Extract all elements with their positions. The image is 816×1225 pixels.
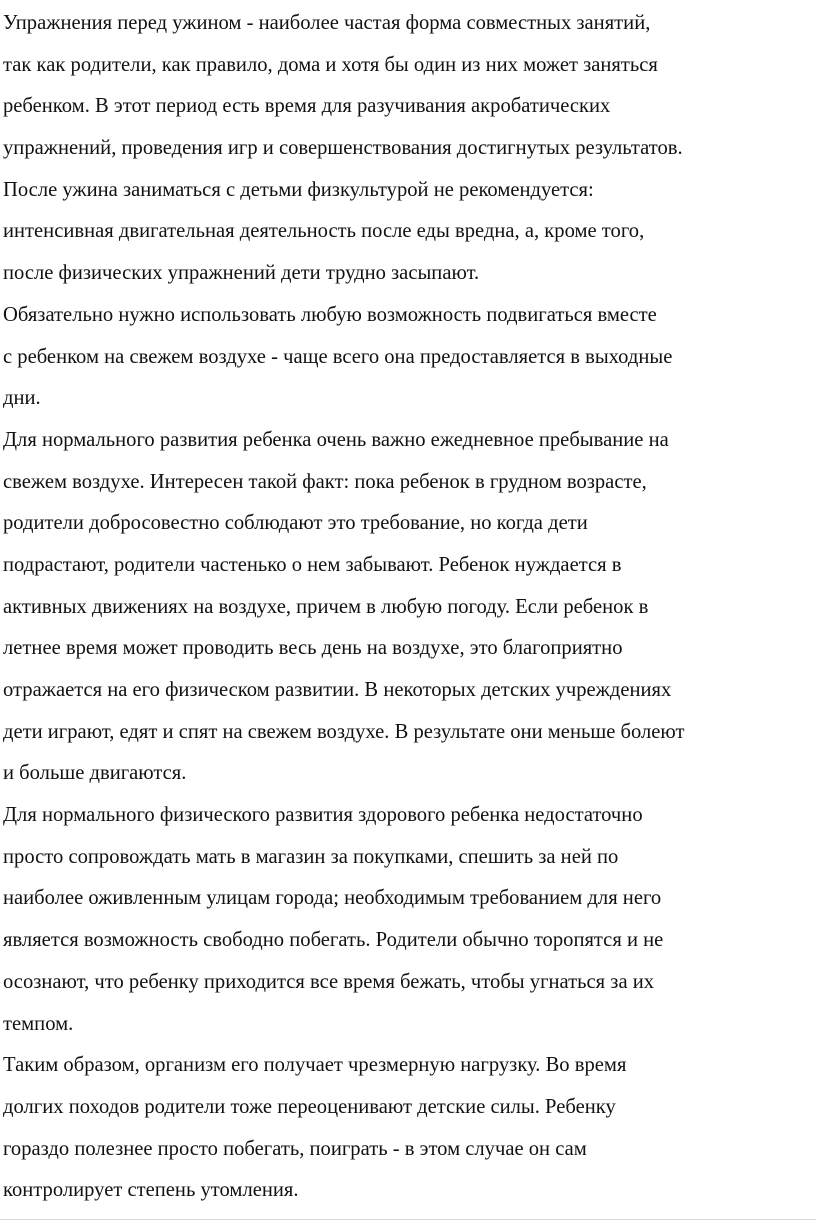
text-line: с ребенком на свежем воздухе - чаще всего она предоставляется в выходные bbox=[3, 345, 673, 368]
text-line: свежем воздухе. Интересен такой факт: пока ребенок в грудном возрасте, bbox=[3, 470, 647, 493]
text-line: долгих походов родители тоже переоценивают детские силы. Ребенку bbox=[3, 1095, 616, 1118]
text-line: контролирует степень утомления. bbox=[3, 1179, 299, 1202]
text-line: дети играют, едят и спят на свежем воздухе. В результате они меньше болеют bbox=[3, 720, 685, 743]
text-line: и больше двигаются. bbox=[3, 762, 187, 785]
text-line: так как родители, как правило, дома и хотя бы один из них может заняться bbox=[3, 53, 658, 76]
text-line: Для нормального развития ребенка очень важно ежедневное пребывание на bbox=[3, 428, 669, 451]
paragraph bbox=[3, 795, 815, 1045]
text-line: просто сопровождать мать в магазин за покупками, спешить за ней по bbox=[3, 845, 619, 868]
text-line: отражается на его физическом развитии. В некоторых детских учреждениях bbox=[3, 679, 672, 701]
text-line: после физических упражнений дети трудно засыпают. bbox=[3, 262, 480, 285]
text-line: Упражнения перед ужином - наиболее частая форма совместных занятий, bbox=[3, 12, 651, 34]
document-body bbox=[3, 3, 815, 1212]
text-line: Для нормального физического развития здорового ребенка недостаточно bbox=[3, 804, 643, 827]
text-line: упражнений, проведения игр и совершенствования достигнутых результатов. bbox=[3, 137, 683, 160]
text-line: подрастают, родители частенько о нем забывают. Ребенок нуждается в bbox=[3, 553, 622, 576]
text-line: Обязательно нужно использовать любую возможность подвигаться вместе bbox=[3, 303, 657, 326]
text-line: осознают, что ребенку приходится все время бежать, чтобы угнаться за их bbox=[3, 970, 655, 993]
text-line: темпом. bbox=[3, 1012, 74, 1035]
text-line: интенсивная двигательная деятельность после еды вредна, а, кроме того, bbox=[3, 220, 645, 243]
page-bottom-divider bbox=[0, 1219, 816, 1220]
text-line: гораздо полезнее просто побегать, поиграть - в этом случае он сам bbox=[3, 1137, 587, 1160]
text-line: После ужина заниматься с детьми физкультурой не рекомендуется: bbox=[3, 178, 594, 201]
paragraph bbox=[3, 3, 815, 295]
text-line: родители добросовестно соблюдают это требование, но когда дети bbox=[3, 512, 588, 535]
text-line: Таким образом, организм его получает чрезмерную нагрузку. Во время bbox=[3, 1054, 627, 1077]
paragraph bbox=[3, 295, 815, 420]
paragraph bbox=[3, 420, 815, 795]
text-line: ребенком. В этот период есть время для разучивания акробатических bbox=[3, 95, 611, 118]
text-line: наиболее оживленным улицам города; необходимым требованием для него bbox=[3, 887, 662, 910]
text-line: летнее время может проводить весь день на воздухе, это благоприятно bbox=[3, 637, 623, 660]
paragraph bbox=[3, 1045, 815, 1212]
text-line: активных движениях на воздухе, причем в любую погоду. Если ребенок в bbox=[3, 595, 649, 618]
text-line: дни. bbox=[3, 387, 41, 410]
text-line: является возможность свободно побегать. Родители обычно торопятся и не bbox=[3, 929, 664, 952]
